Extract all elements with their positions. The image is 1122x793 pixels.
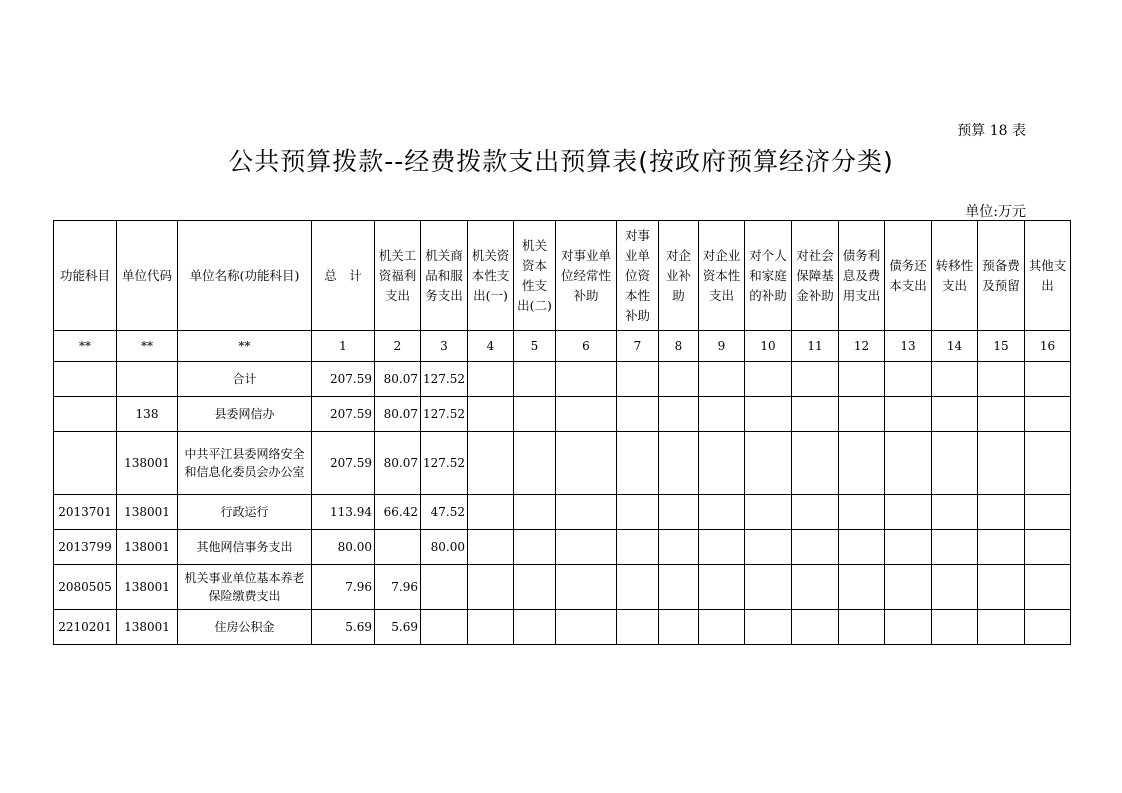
header-cell: 机关资本性支出(二) [514,221,556,331]
budget-table [53,220,1071,645]
unit-name-cell: 中共平江县委网络安全和信息化委员会办公室 [178,432,312,495]
unit-name-cell: 机关事业单位基本养老保险缴费支出 [178,565,312,610]
code-cell: ** [54,331,117,362]
code-cell: ** [178,331,312,362]
func-code-cell: 2013799 [54,530,117,565]
header-cell: 预备费及预留 [978,221,1025,331]
value-cell [375,530,421,565]
table-row [54,530,1071,565]
header-cell: 对社会保障基金补助 [792,221,839,331]
func-code-cell [54,432,117,495]
value-cell: 7.96 [375,565,421,610]
table-row [54,565,1071,610]
value-cell: 127.52 [421,362,468,397]
code-cell: 3 [421,331,468,362]
code-cell: 11 [792,331,839,362]
table-row [54,495,1071,530]
header-cell: 机关工资福利支出 [375,221,421,331]
header-cell: 对事业单位资本性补助 [617,221,659,331]
table-row [54,610,1071,645]
header-cell: 功能科目 [54,221,117,331]
code-cell: 16 [1025,331,1071,362]
header-cell: 对个人和家庭的补助 [745,221,792,331]
header-cell: 对企业补助 [659,221,699,331]
value-cell: 127.52 [421,397,468,432]
header-cell: 机关资本性支出(一) [468,221,514,331]
header-cell: 转移性支出 [932,221,978,331]
total-cell: 5.69 [312,610,375,645]
code-cell: 7 [617,331,659,362]
header-cell: 对事业单位经常性补助 [556,221,617,331]
table-row [54,432,1071,495]
value-cell: 80.07 [375,432,421,495]
code-cell: 4 [468,331,514,362]
value-cell: 66.42 [375,495,421,530]
total-cell: 207.59 [312,362,375,397]
code-cell: 15 [978,331,1025,362]
unit-code-cell [117,362,178,397]
header-cell: 单位名称(功能科目) [178,221,312,331]
unit-code-cell: 138001 [117,530,178,565]
unit-label: 单位:万元 [965,204,1026,220]
table-row [54,397,1071,432]
code-cell: 9 [699,331,745,362]
header-cell: 总 计 [312,221,375,331]
total-cell: 207.59 [312,432,375,495]
column-code-row [54,331,1071,362]
code-cell: 14 [932,331,978,362]
header-cell: 对企业资本性支出 [699,221,745,331]
header-row [54,221,1071,331]
form-number: 预算 18 表 [957,123,1026,139]
value-cell: 80.07 [375,362,421,397]
value-cell: 80.00 [421,530,468,565]
header-cell: 单位代码 [117,221,178,331]
header-cell: 其他支出 [1025,221,1071,331]
func-code-cell [54,362,117,397]
unit-code-cell: 138001 [117,610,178,645]
unit-name-cell: 合计 [178,362,312,397]
unit-code-cell: 138001 [117,565,178,610]
table-row [54,362,1071,397]
func-code-cell: 2210201 [54,610,117,645]
value-cell [421,610,468,645]
code-cell: 12 [839,331,885,362]
func-code-cell: 2080505 [54,565,117,610]
code-cell: 1 [312,331,375,362]
total-cell: 7.96 [312,565,375,610]
value-cell: 5.69 [375,610,421,645]
code-cell: 6 [556,331,617,362]
header-cell: 机关商品和服务支出 [421,221,468,331]
header-cell: 债务利息及费用支出 [839,221,885,331]
total-cell: 207.59 [312,397,375,432]
code-cell: ** [117,331,178,362]
page-title: 公共预算拨款--经费拨款支出预算表(按政府预算经济分类) [228,147,894,176]
code-cell: 5 [514,331,556,362]
func-code-cell [54,397,117,432]
unit-code-cell: 138001 [117,495,178,530]
value-cell: 127.52 [421,432,468,495]
unit-code-cell: 138 [117,397,178,432]
func-code-cell: 2013701 [54,495,117,530]
total-cell: 80.00 [312,530,375,565]
unit-code-cell: 138001 [117,432,178,495]
value-cell: 80.07 [375,397,421,432]
total-cell: 113.94 [312,495,375,530]
unit-name-cell: 行政运行 [178,495,312,530]
value-cell: 47.52 [421,495,468,530]
unit-name-cell: 住房公积金 [178,610,312,645]
code-cell: 2 [375,331,421,362]
code-cell: 10 [745,331,792,362]
unit-name-cell: 其他网信事务支出 [178,530,312,565]
code-cell: 13 [885,331,932,362]
header-cell: 债务还本支出 [885,221,932,331]
value-cell [421,565,468,610]
unit-name-cell: 县委网信办 [178,397,312,432]
code-cell: 8 [659,331,699,362]
